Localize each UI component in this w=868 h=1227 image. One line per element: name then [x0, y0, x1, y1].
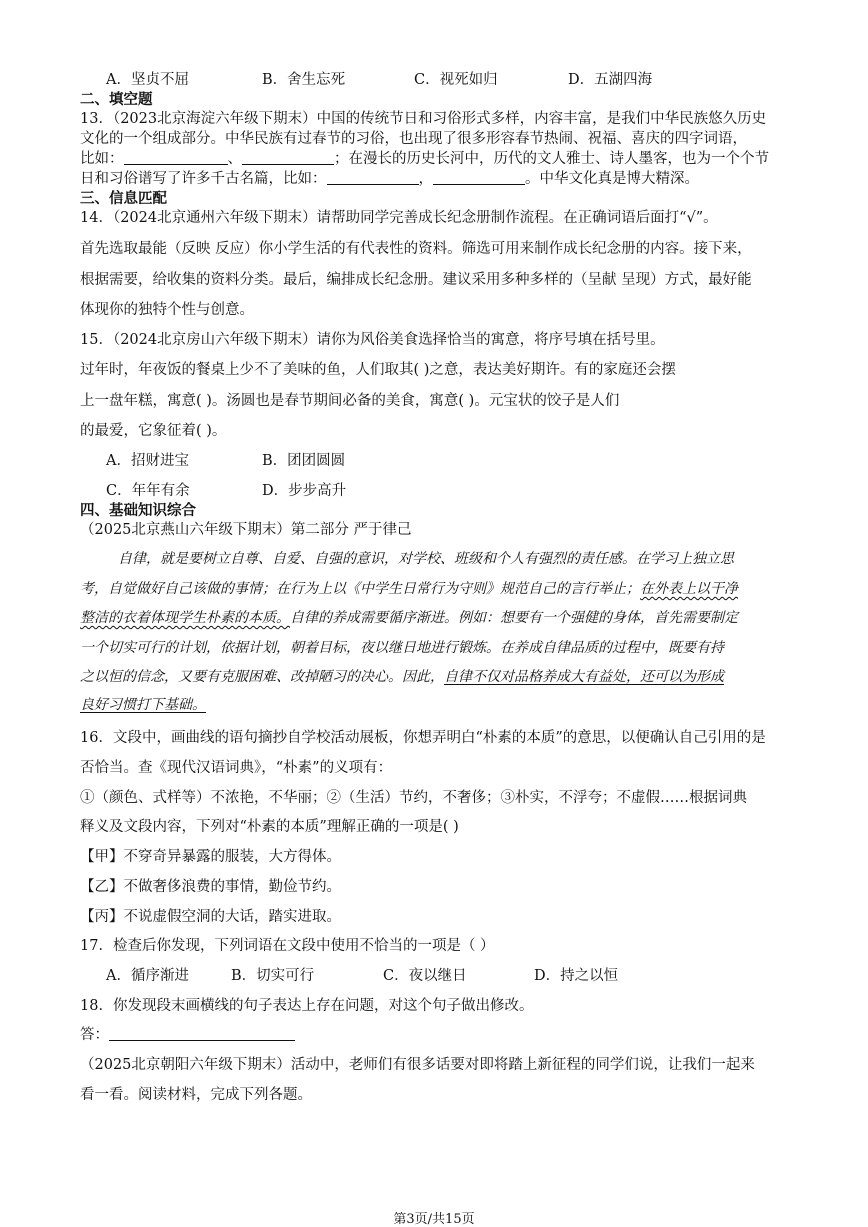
q18-line: 18．你发现段末画横线的句子表达上存在问题，对这个句子做出修改。: [80, 998, 534, 1014]
q15-line: 上一盘年糕，寓意( )。汤圆也是春节期间必备的美食，寓意( )。元宝状的饺子是人们: [80, 393, 620, 409]
q17-option-b: B．切实可行: [231, 968, 315, 984]
section-heading-fill-blank: 二、填空题: [80, 92, 153, 108]
passage-source: （2025北京燕山六年级下期末）第二部分 严于律己: [80, 522, 412, 538]
q15-line: 过年时，年夜饭的餐桌上少不了美味的鱼，人们取其( )之意，表达美好期许。有的家庭还会摆: [80, 362, 676, 378]
passage-text: 考，自觉做好自己该做的事情；在行为上以《中学生日常行为守则》规范自己的言行举止；: [80, 581, 640, 597]
q16-line: ①（颜色、式样等）不浓艳，不华丽；②（生活）节约，不奢侈；③朴实，不浮夸；不虚假……根据词典: [80, 790, 747, 806]
q15-option-b: B．团团圆圆: [262, 453, 346, 469]
section-heading-info-match: 三、信息匹配: [80, 191, 167, 207]
q13-line: [80, 167, 792, 188]
q17-option-d: D．持之以恒: [534, 968, 619, 984]
q13-blank-4[interactable]: [433, 170, 525, 185]
q15-option-a: A．招财进宝: [106, 453, 189, 469]
passage-line: [80, 694, 792, 714]
passage-solid-underline: 自律不仅对品格养成大有益处，还可以为形成: [444, 669, 724, 685]
q13-blank-3[interactable]: [327, 170, 419, 185]
q17-option-a: A．循序渐进: [106, 968, 189, 984]
passage-line: [80, 666, 792, 686]
q15-line: 15．（2024北京房山六年级下期末）请你为风俗美食选择恰当的寓意，将序号填在括号里。: [80, 332, 665, 348]
page-number: 第3页/共15页: [393, 1212, 475, 1227]
q13-text: 。中华文化真是博大精深。: [525, 171, 699, 187]
q15-option-c: C．年年有余: [106, 483, 190, 499]
q15-option-d: D．步步高升: [262, 483, 347, 499]
q13-text: 日和习俗谱写了许多千古名篇，比如：: [80, 171, 327, 187]
q18-answer-blank[interactable]: [109, 1026, 295, 1041]
q14-line: 根据需要，给收集的资料分类。最后，编排成长纪念册。建议采用多种多样的（呈献 呈现）方式，最好能: [80, 272, 752, 288]
q13-line: 13．（2023北京海淀六年级下期末）中国的传统节日和习俗形式多样，内容丰富，是我们中华民族悠久历史: [80, 111, 767, 127]
q12-option-d: D．五湖四海: [568, 72, 653, 88]
passage-wavy-underline: 在外表上以干净: [640, 581, 738, 597]
q13-text: 比如：: [80, 151, 124, 167]
q13-line: 文化的一个组成部分。中华民族有过春节的习俗，也出现了很多形容春节热闹、祝福、喜庆的四字词语，: [80, 131, 747, 147]
passage-text: 自律的养成需要循序渐进。例如：想要有一个强健的身体，首先需要制定: [290, 610, 738, 626]
q16-choice-yi: 【乙】不做奢侈浪费的事情，勤俭节约。: [80, 879, 341, 895]
passage-wavy-underline: 整洁的衣着体现学生朴素的本质。: [80, 610, 290, 626]
q14-line: 首先选取最能（反映 反应）你小学生活的有代表性的资料。筛选可用来制作成长纪念册的内容。接下来，: [80, 241, 752, 257]
q17-option-c: C．夜以继日: [383, 968, 467, 984]
q16-choice-jia: 【甲】不穿奇异暴露的服装，大方得体。: [80, 849, 341, 865]
q14-line: 14．（2024北京通州六年级下期末）请帮助同学完善成长纪念册制作流程。在正确词语后面打“√”。: [80, 210, 718, 226]
q14-line: 体现你的独特个性与创意。: [80, 302, 254, 318]
passage-line: 自律，就是要树立自尊、自爱、自强的意识，对学校、班级和个人有强烈的责任感。在学习上独立思: [118, 551, 734, 567]
q17-line: 17．检查后你发现，下列词语在文段中使用不恰当的一项是（ ）: [80, 938, 495, 954]
q13-blank-1[interactable]: [124, 150, 228, 165]
q13-text: ；在漫长的历史长河中，历代的文人雅士、诗人墨客，也为一个个节: [334, 151, 769, 167]
q12-option-c: C．视死如归: [414, 72, 498, 88]
q12-option-a: A．坚贞不屈: [106, 72, 189, 88]
q16-line: 16．文段中，画曲线的语句摘抄自学校活动展板，你想弄明白“朴素的本质”的意思，以便确认自己引用的是: [80, 730, 766, 746]
next-intro-line: （2025北京朝阳六年级下期末）活动中，老师们有很多话要对即将踏上新征程的同学们说，让我们一起来: [80, 1057, 755, 1073]
q13-line: [80, 147, 792, 168]
q16-choice-bing: 【丙】不说虚假空洞的大话，踏实进取。: [80, 909, 341, 925]
q13-text: ，: [418, 171, 433, 187]
next-intro-line: 看一看。阅读材料，完成下列各题。: [80, 1087, 312, 1103]
passage-text: 之以恒的信念，又要有克服困难、改掉陋习的决心。因此，: [80, 669, 444, 685]
q15-line: 的最爱，它象征着( )。: [80, 423, 227, 439]
q16-line: 释义及文段内容，下列对“朴素的本质”理解正确的一项是( ): [80, 819, 459, 835]
q13-text: 、: [227, 151, 242, 167]
passage-line: [80, 607, 792, 627]
section-heading-basics: 四、基础知识综合: [80, 503, 196, 519]
q18-answer-row: [80, 1023, 792, 1044]
q18-answer-label: 答：: [80, 1027, 109, 1043]
passage-line: 一个切实可行的计划，依据计划，朝着目标，夜以继日地进行锻炼。在养成自律品质的过程中，既要有持: [80, 640, 724, 656]
q12-option-b: B．舍生忘死: [262, 72, 346, 88]
q13-blank-2[interactable]: [242, 150, 334, 165]
q16-line: 否恰当。查《现代汉语词典》，“朴素”的义项有：: [80, 760, 393, 776]
passage-line: [80, 578, 792, 598]
passage-solid-underline: 良好习惯打下基础。: [80, 697, 206, 713]
